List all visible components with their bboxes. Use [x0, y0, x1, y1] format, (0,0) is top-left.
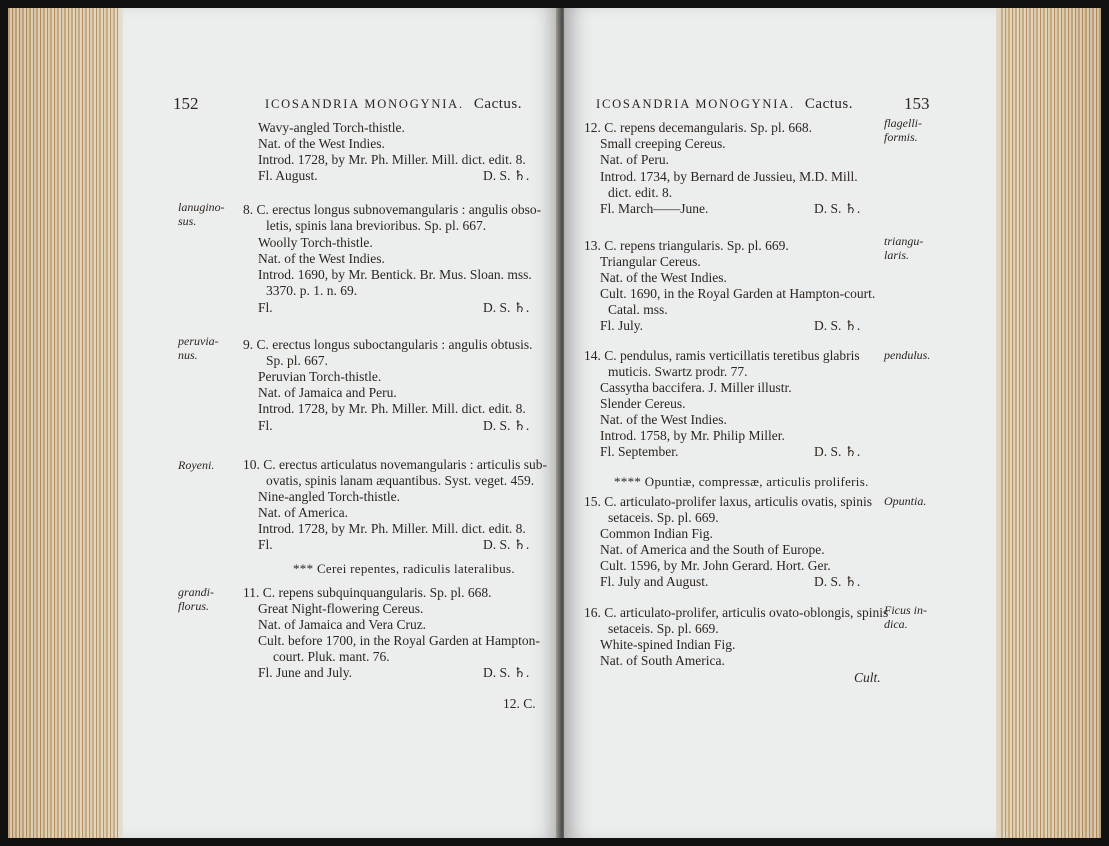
page-number: 152 — [173, 94, 199, 113]
section-heading: **** Opuntiæ, compressæ, articulis proliferis. — [614, 474, 869, 489]
running-head — [265, 96, 522, 113]
text-line: Nat. of the West Indies. — [600, 412, 727, 427]
text-line: Cult. 1690, in the Royal Garden at Hampton-court. — [600, 286, 876, 301]
text-line: Triangular Cereus. — [600, 254, 701, 269]
running-head — [596, 96, 853, 113]
duration-symbol: D. S. ♄. — [814, 201, 861, 216]
right-page-edges — [1001, 8, 1101, 838]
running-head-title: ICOSANDRIA MONOGYNIA. — [596, 97, 795, 111]
text-line: Nat. of America. — [258, 505, 348, 520]
duration-symbol: D. S. ♄. — [483, 300, 530, 315]
text-line: Fl. July. — [600, 318, 644, 333]
text-line: 10. C. erectus articulatus novemangularis : articulis sub- — [243, 457, 548, 472]
margin-note: dica. — [884, 617, 908, 631]
text-line: dict. edit. 8. — [608, 185, 673, 200]
margin-note: Ficus in- — [884, 603, 927, 617]
duration-symbol: D. S. ♄. — [814, 444, 861, 459]
catchword: 12. C. — [503, 696, 536, 711]
text-line: 12. C. repens decemangularis. Sp. pl. 668. — [584, 120, 812, 135]
running-head-title: ICOSANDRIA MONOGYNIA. — [265, 97, 464, 111]
text-line: setaceis. Sp. pl. 669. — [608, 510, 719, 525]
text-line: Introd. 1728, by Mr. Ph. Miller. Mill. dict. edit. 8. — [258, 521, 526, 536]
text-line: 9. C. erectus longus suboctangularis : angulis obtusis. — [243, 337, 533, 352]
running-head-genus: Cactus. — [473, 96, 522, 112]
text-line: Wavy-angled Torch-thistle. — [258, 120, 405, 135]
text-line: Fl. — [258, 537, 273, 552]
text-line: Introd. 1690, by Mr. Bentick. Br. Mus. Sloan. mss. — [258, 267, 532, 282]
text-line: Nat. of Jamaica and Vera Cruz. — [258, 617, 427, 632]
text-line: Fl. September. — [600, 444, 679, 459]
text-line: 8. C. erectus longus subnovemangularis : angulis obso- — [243, 202, 542, 217]
section-heading: *** Cerei repentes, radiculis lateralibus. — [293, 561, 515, 576]
margin-note: sus. — [178, 214, 197, 228]
text-line: 11. C. repens subquinquangularis. Sp. pl. 668. — [243, 585, 492, 600]
margin-note: grandi- — [178, 585, 214, 599]
duration-symbol: D. S. ♄. — [483, 665, 530, 680]
text-line: Cassytha baccifera. J. Miller illustr. — [600, 380, 792, 395]
margin-note: florus. — [178, 599, 210, 613]
text-line: Introd. 1758, by Mr. Philip Miller. — [600, 428, 785, 443]
text-line: 16. C. articulato-prolifer, articulis ovato-oblongis, spinis — [584, 605, 889, 620]
text-line: Nat. of the West Indies. — [258, 136, 385, 151]
text-line: Introd. 1734, by Bernard de Jussieu, M.D. Mill. — [600, 169, 858, 184]
margin-note: pendulus. — [884, 348, 931, 362]
margin-note: peruvia- — [178, 334, 219, 348]
page-number: 153 — [904, 94, 930, 113]
text-line: Cult. 1596, by Mr. John Gerard. Hort. Ger. — [600, 558, 831, 573]
margin-note: Royeni. — [178, 458, 215, 472]
duration-symbol: D. S. ♄. — [814, 574, 861, 589]
text-line: Nat. of America and the South of Europe. — [600, 542, 825, 557]
open-book — [8, 8, 1101, 838]
text-line: Woolly Torch-thistle. — [258, 235, 373, 250]
duration-symbol: D. S. ♄. — [483, 537, 530, 552]
duration-symbol: D. S. ♄. — [483, 418, 530, 433]
text-line: 13. C. repens triangularis. Sp. pl. 669. — [584, 238, 789, 253]
text-line: letis, spinis lana brevioribus. Sp. pl. 667. — [266, 218, 487, 233]
text-line: court. Pluk. mant. 76. — [273, 649, 390, 664]
text-line: Fl. — [258, 300, 273, 315]
left-page-edges — [8, 8, 118, 838]
text-line: Nat. of Jamaica and Peru. — [258, 385, 397, 400]
right-page — [564, 8, 996, 838]
left-page — [123, 8, 560, 838]
margin-note: nus. — [178, 348, 198, 362]
text-line: Peruvian Torch-thistle. — [258, 369, 382, 384]
text-line: Introd. 1728, by Mr. Ph. Miller. Mill. dict. edit. 8. — [258, 152, 526, 167]
text-line: Sp. pl. 667. — [266, 353, 328, 368]
margin-note: laris. — [884, 248, 910, 262]
text-line: Nat. of the West Indies. — [600, 270, 727, 285]
text-line: 14. C. pendulus, ramis verticillatis teretibus glabris — [584, 348, 860, 363]
text-line: Catal. mss. — [608, 302, 668, 317]
text-line: Nine-angled Torch-thistle. — [258, 489, 401, 504]
text-line: 15. C. articulato-prolifer laxus, articulis ovatis, spinis — [584, 494, 872, 509]
text-line: 3370. p. 1. n. 69. — [266, 283, 358, 298]
text-line: Fl. August. — [258, 168, 318, 183]
text-line: Slender Cereus. — [600, 396, 686, 411]
text-line: Nat. of Peru. — [600, 152, 669, 167]
text-line: Nat. of the West Indies. — [258, 251, 385, 266]
margin-note: lanugino- — [178, 200, 225, 214]
margin-note: Opuntia. — [884, 494, 927, 508]
text-line: White-spined Indian Fig. — [600, 637, 736, 652]
text-line: Cult. before 1700, in the Royal Garden at Hampton- — [258, 633, 540, 648]
margin-note: triangu- — [884, 234, 924, 248]
text-line: Fl. March——June. — [600, 201, 709, 216]
text-line: muticis. Swartz prodr. 77. — [608, 364, 748, 379]
catchword: Cult. — [854, 670, 881, 685]
text-line: Great Night-flowering Cereus. — [258, 601, 424, 616]
text-line: Fl. — [258, 418, 273, 433]
duration-symbol: D. S. ♄. — [483, 168, 530, 183]
text-line: Nat. of South America. — [600, 653, 725, 668]
text-line: Small creeping Cereus. — [600, 136, 726, 151]
text-line: Introd. 1728, by Mr. Ph. Miller. Mill. dict. edit. 8. — [258, 401, 526, 416]
margin-note: flagelli- — [884, 116, 922, 130]
margin-note: formis. — [884, 130, 918, 144]
text-line: Common Indian Fig. — [600, 526, 713, 541]
text-line: ovatis, spinis lanam æquantibus. Syst. veget. 459. — [266, 473, 535, 488]
text-line: Fl. June and July. — [258, 665, 352, 680]
duration-symbol: D. S. ♄. — [814, 318, 861, 333]
running-head-genus: Cactus. — [804, 96, 853, 112]
text-line: setaceis. Sp. pl. 669. — [608, 621, 719, 636]
text-line: Fl. July and August. — [600, 574, 709, 589]
